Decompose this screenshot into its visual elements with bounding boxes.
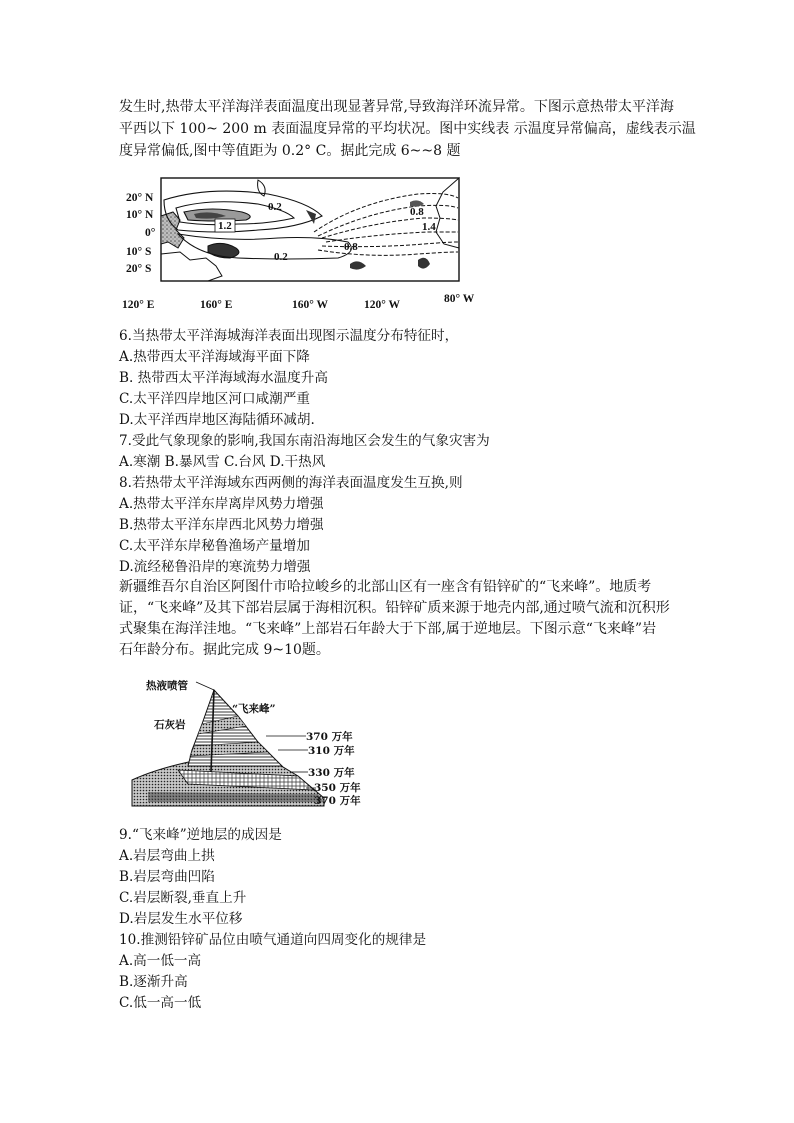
map-frame bbox=[161, 178, 459, 281]
q10-option-a: A.高一低一高 bbox=[119, 953, 202, 969]
q10-option-c: C.低一高一低 bbox=[119, 995, 202, 1011]
age-label-350: 350 万年 bbox=[314, 782, 361, 794]
q6-option-c: C.太平洋四岸地区河口咸潮严重 bbox=[119, 391, 310, 407]
contour-label-0-8-south: 0.8 bbox=[344, 241, 358, 253]
flying-peak-figure bbox=[118, 672, 368, 812]
label-limestone: 石灰岩 bbox=[154, 719, 186, 731]
q10-option-b: B.逐渐升高 bbox=[119, 974, 188, 990]
contour-label-0-2-south: 0.2 bbox=[274, 251, 288, 263]
sst-anomaly-map bbox=[118, 172, 490, 314]
passage2-line-3: 式聚集在海洋洼地。“飞来峰”上部岩石年龄大于下部,属于逆地层。下图示意“飞来峰”岩 bbox=[119, 621, 657, 637]
label-flying-peak: “飞来峰” bbox=[232, 703, 276, 715]
q6-option-d: D.太平洋西岸地区海陆循环减胡. bbox=[119, 412, 315, 428]
age-label-370-bottom: 370 万年 bbox=[314, 795, 361, 807]
lon-label-80w: 80° W bbox=[444, 293, 475, 305]
label-vent-pipe: 热液喷管 bbox=[146, 680, 188, 692]
age-label-370-top: 370 万年 bbox=[306, 731, 353, 743]
lat-label-10s: 10° S bbox=[126, 246, 152, 258]
contour-label-0-2-north: 0.2 bbox=[268, 201, 282, 213]
q7-options: A.寒潮 B.暴风雪 C.台风 D.干热风 bbox=[119, 454, 326, 470]
lon-label-160e: 160° E bbox=[200, 299, 233, 311]
q8-option-d: D.流经秘鲁沿岸的寒流势力增强 bbox=[119, 559, 311, 575]
q9-option-b: B.岩层弯曲凹陷 bbox=[119, 869, 215, 885]
lat-label-20n: 20° N bbox=[126, 192, 154, 204]
q7-stem: 7.受此气象现象的影响,我国东南沿海地区会发生的气象灾害为 bbox=[119, 433, 490, 449]
contour-label-0-8-north: 0.8 bbox=[410, 206, 424, 218]
q6-stem: 6.当热带太平洋海城海洋表面出现图示温度分布特征时， bbox=[119, 328, 459, 344]
lon-label-120e: 120° E bbox=[122, 299, 155, 311]
q8-stem: 8.若热带太平洋海域东西两侧的海洋表面温度发生互换,则 bbox=[119, 475, 463, 491]
lat-label-equator: 0° bbox=[145, 227, 156, 239]
passage2-line-4: 石年龄分布。据此完成 9~10题。 bbox=[119, 642, 330, 658]
lat-label-20s: 20° S bbox=[126, 263, 152, 275]
q6-option-a: A.热带西太平洋海域海平面下降 bbox=[119, 349, 310, 365]
age-label-310: 310 万年 bbox=[308, 745, 355, 757]
contour-label-1-2: 1.2 bbox=[218, 220, 232, 232]
lon-label-120w: 120° W bbox=[364, 299, 401, 311]
q9-option-d: D.岩层发生水平位移 bbox=[119, 911, 243, 927]
intro-line-1: 发生时,热带太平洋海洋表面温度出现显著异常,导致海洋环流异常。下图示意热带太平洋海 bbox=[119, 99, 674, 115]
intro-line-2: 平西以下 100~ 200 m 表面温度异常的平均状况。图中实线表 示温度异常偏高，虚线表示温 bbox=[119, 121, 696, 137]
q8-option-a: A.热带太平洋东岸离岸风势力增强 bbox=[119, 496, 324, 512]
intro-line-3: 度异常偏低,图中等值距为 0.2° C。据此完成 6~~8 题 bbox=[119, 143, 461, 159]
age-label-330: 330 万年 bbox=[308, 767, 355, 779]
q8-option-c: C.太平洋东岸秘鲁渔场产量增加 bbox=[119, 538, 310, 554]
q9-stem: 9.“飞来峰”逆地层的成因是 bbox=[119, 827, 282, 843]
lat-label-10n: 10° N bbox=[126, 209, 154, 221]
q10-stem: 10.推测铅锌矿品位由喷气通道向四周变化的规律是 bbox=[119, 932, 427, 948]
q8-option-b: B.热带太平洋东岸西北风势力增强 bbox=[119, 517, 324, 533]
q6-option-b: B. 热带西太平洋海域海水温度升高 bbox=[119, 370, 328, 386]
contour-label-1-4: 1.4 bbox=[422, 221, 436, 233]
passage2-line-1: 新疆维吾尔自治区阿图什市哈拉峻乡的北部山区有一座含有铅锌矿的“飞来峰”。地质考 bbox=[119, 579, 652, 595]
q9-option-c: C.岩层断裂,垂直上升 bbox=[119, 890, 247, 906]
q9-option-a: A.岩层弯曲上拱 bbox=[119, 848, 215, 864]
passage2-line-2: 证，“飞来峰”及其下部岩层属于海相沉积。铅锌矿质来源于地壳内部,通过喷气流和沉积形 bbox=[119, 600, 670, 616]
lon-label-160w: 160° W bbox=[292, 299, 329, 311]
